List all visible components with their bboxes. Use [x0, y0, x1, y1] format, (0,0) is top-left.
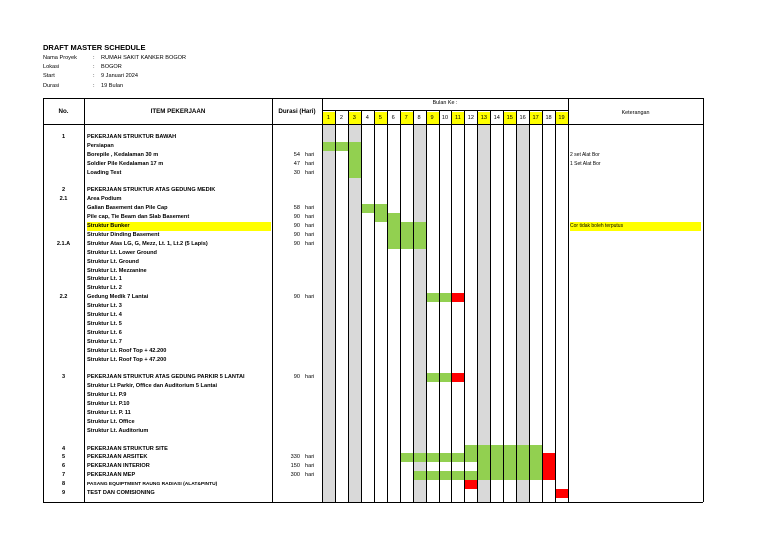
row-number: 4 [61, 445, 66, 452]
month-header-2: 2 [339, 115, 343, 121]
column-border [43, 98, 44, 502]
row-durasi: 90 [293, 214, 300, 221]
row-item-label: Struktur Atas LG, G, Mezz, Lt. 1, Lt.2 (5 Lapis) [87, 240, 208, 247]
row-durasi-unit: hari [305, 374, 315, 381]
month-header-8: 8 [417, 115, 421, 121]
meta-value: 19 Bulan [101, 82, 124, 89]
row-keterangan: Cor tidak boleh terputus [570, 222, 701, 231]
row-durasi: 30 [293, 169, 300, 176]
row-number: 2.1.A [56, 240, 71, 247]
gantt-bar-red [542, 453, 555, 462]
row-item-label: Struktur Lt. 2 [87, 285, 122, 292]
meta-colon: : [93, 55, 95, 61]
meta-colon: : [93, 64, 95, 71]
row-item-label: PEKERJAAN ARSITEK [87, 454, 148, 461]
month-grid-line [387, 110, 388, 502]
row-durasi: 300 [290, 472, 300, 479]
header-bulan-ke: Bulan Ke : [432, 100, 458, 106]
row-durasi-unit: hari [305, 472, 315, 479]
month-header-13: 13 [477, 112, 490, 124]
table-border-top [43, 98, 703, 99]
row-item-label: Loading Test [87, 169, 122, 176]
month-header-1: 1 [322, 112, 335, 124]
row-item-label: Borepile , Kedalaman 30 m [87, 151, 159, 158]
gantt-bar-red [555, 489, 568, 498]
row-durasi-unit: hari [305, 294, 315, 301]
month-grid-line [529, 110, 530, 502]
row-item-label: Struktur Lt. 3 [87, 303, 122, 310]
column-border [568, 98, 569, 502]
row-durasi: 90 [293, 231, 300, 238]
row-item-label: Struktur Lt. Lower Ground [87, 249, 157, 256]
month-grid-line [464, 110, 465, 502]
row-durasi: 90 [293, 240, 300, 247]
month-grid-line [361, 110, 362, 502]
gantt-bar-green [348, 160, 361, 169]
gantt-bar-green [400, 453, 542, 462]
row-item-label: Struktur Bunker [87, 222, 271, 231]
month-header-17: 17 [529, 112, 542, 124]
column-border [272, 98, 273, 502]
month-grid-line [477, 110, 478, 502]
row-item-label: Struktur Lt. P.9 [87, 392, 127, 399]
row-item-label: Struktur Lt. P. 11 [87, 409, 131, 416]
row-number: 9 [61, 490, 66, 496]
row-item-label: PEKERJAAN INTERIOR [87, 463, 150, 470]
gantt-bar-green [387, 240, 426, 249]
month-header-19: 19 [555, 112, 568, 124]
month-header-4: 4 [365, 115, 369, 121]
month-header-11: 11 [451, 112, 464, 124]
row-item-label: Struktur Lt. Office [87, 418, 135, 425]
meta-label: Start [43, 73, 55, 80]
row-number: 2.1 [59, 196, 68, 203]
meta-label: Nama Proyek [43, 55, 77, 61]
row-durasi: 58 [293, 205, 300, 212]
month-header-9: 9 [426, 112, 439, 124]
month-header-18: 18 [545, 115, 552, 121]
row-durasi-unit: hari [305, 151, 315, 158]
row-item-label: Struktur Lt. 5 [87, 320, 122, 327]
row-item-label: Struktur Lt. 7 [87, 338, 122, 345]
row-item-label: Struktur Lt. P.10 [87, 401, 130, 407]
meta-value: BOGOR [101, 64, 122, 71]
month-grid-line [555, 110, 556, 502]
month-header-7: 7 [400, 112, 413, 124]
table-border-bottom [43, 502, 703, 503]
month-grid-line [374, 110, 375, 502]
row-durasi: 90 [293, 294, 300, 301]
month-grid-line [400, 110, 401, 502]
row-number: 7 [61, 472, 66, 479]
gantt-bar-green [348, 151, 361, 160]
month-header-10: 10 [441, 115, 449, 121]
gantt-bar-red [542, 462, 555, 471]
row-durasi-unit: hari [305, 240, 315, 247]
gantt-bar-green [387, 231, 426, 240]
row-item-label: Struktur Lt. Roof Top + 47.200 [87, 356, 167, 363]
row-number: 2 [61, 187, 66, 194]
row-number: 2.2 [59, 294, 68, 301]
meta-label: Lokasi [43, 64, 60, 71]
header-keterangan: Keterangan [621, 110, 650, 116]
month-grid-line [516, 110, 517, 502]
shaded-month-column [413, 124, 426, 502]
row-item-label: Struktur Lt. 1 [87, 276, 122, 283]
row-item-label: Struktur Lt. 6 [87, 329, 122, 336]
row-durasi-unit: hari [305, 214, 315, 221]
row-item-label: Pile cap, Tie Beam dan Slab Basement [87, 214, 190, 221]
row-durasi-unit: hari [305, 463, 315, 470]
row-number: 5 [61, 454, 66, 461]
header-no: No. [58, 108, 69, 115]
gantt-bar-green [387, 222, 426, 231]
month-header-6: 6 [391, 115, 395, 121]
month-grid-line [490, 110, 491, 502]
row-durasi: 54 [293, 151, 300, 158]
row-durasi: 150 [290, 463, 300, 470]
row-durasi-unit: hari [305, 231, 315, 238]
shaded-month-column [322, 124, 335, 502]
row-item-label: Struktur Lt Parkir, Office dan Auditorium 5 Lantai [87, 383, 218, 390]
row-durasi-unit: hari [305, 160, 315, 167]
column-border [322, 98, 323, 502]
gantt-bar-green [477, 462, 542, 471]
month-grid-line [426, 110, 427, 502]
row-item-label: PEKERJAAN STRUKTUR ATAS GEDUNG PARKIR 5 LANTAI [87, 374, 245, 381]
month-grid-line [413, 110, 414, 502]
gantt-bar-green [322, 142, 361, 151]
row-item-label: PASANG EQUIPTMENT RAUNG RADIASI (ALAT&PINTU) [87, 482, 218, 488]
month-header-16: 16 [519, 115, 526, 121]
row-item-label: Soldier Pile Kedalaman 17 m [87, 160, 164, 167]
row-item-label: PEKERJAAN STRUKTUR ATAS GEDUNG MEDIK [87, 187, 216, 194]
gantt-bar-red [542, 471, 555, 480]
row-item-label: Struktur Dinding Basement [87, 231, 160, 238]
row-item-label: Struktur Lt. Mezzanine [87, 267, 147, 274]
row-durasi-unit: hari [305, 454, 315, 461]
row-number: 1 [61, 134, 66, 140]
row-durasi: 90 [293, 223, 300, 229]
month-grid-line [348, 110, 349, 502]
row-item-label: Struktur Lt. Roof Top + 42.200 [87, 347, 167, 354]
document-title: DRAFT MASTER SCHEDULE [43, 43, 146, 52]
column-border [703, 98, 704, 502]
shaded-month-column [348, 124, 361, 502]
row-item-label: Area Podium [87, 196, 122, 203]
row-durasi-unit: hari [305, 205, 315, 212]
row-item-label: Struktur Lt. Auditorium [87, 427, 149, 434]
month-grid-line [542, 110, 543, 502]
month-header-3: 3 [348, 112, 361, 124]
row-item-label: PEKERJAAN STRUKTUR SITE [87, 445, 168, 452]
row-item-label: TEST DAN COMISIONING [87, 490, 155, 496]
month-grid-line [439, 110, 440, 502]
meta-value: RUMAH SAKIT KANKER BOGOR [101, 55, 187, 61]
month-grid-line [335, 110, 336, 502]
row-durasi: 330 [290, 454, 300, 461]
gantt-bar-red [451, 293, 464, 302]
row-keterangan: 1 Set Alat Bor [570, 160, 601, 167]
header-item-pekerjaan: ITEM PEKERJAAN [150, 108, 206, 115]
column-border [84, 98, 85, 502]
month-header-12: 12 [467, 115, 474, 121]
row-durasi-unit: hari [305, 223, 315, 229]
month-header-14: 14 [493, 115, 500, 121]
row-durasi: 90 [293, 374, 300, 381]
row-item-label: Struktur Lt. Ground [87, 258, 139, 265]
month-header-5: 5 [374, 112, 387, 124]
bulan-divider [322, 110, 568, 111]
row-item-label: PEKERJAAN STRUKTUR BAWAH [87, 134, 177, 140]
meta-value: 9 Januari 2024 [101, 73, 139, 80]
row-item-label: Persiapan [87, 142, 114, 149]
gantt-bar-green [348, 169, 361, 178]
row-durasi: 47 [293, 160, 300, 167]
meta-colon: : [93, 73, 95, 80]
row-item-label: Galian Basement dan Pile Cap [87, 205, 168, 212]
row-durasi-unit: hari [305, 169, 315, 176]
meta-label: Durasi [43, 82, 60, 89]
row-keterangan: 2 set Alat Bor [570, 151, 600, 158]
gantt-bar-red [464, 480, 477, 489]
row-item-label: Struktur Lt. 4 [87, 312, 122, 318]
row-number: 6 [61, 463, 66, 470]
gantt-bar-red [451, 373, 464, 382]
month-header-15: 15 [503, 112, 516, 124]
month-grid-line [451, 110, 452, 502]
row-item-label: PEKERJAAN MEP [87, 472, 136, 479]
header-durasi: Durasi (Hari) [278, 108, 316, 115]
row-item-label: Gedung Medik 7 Lantai [87, 294, 149, 301]
meta-colon: : [93, 82, 95, 89]
month-grid-line [503, 110, 504, 502]
row-number: 3 [61, 374, 66, 381]
row-number: 8 [61, 481, 66, 488]
